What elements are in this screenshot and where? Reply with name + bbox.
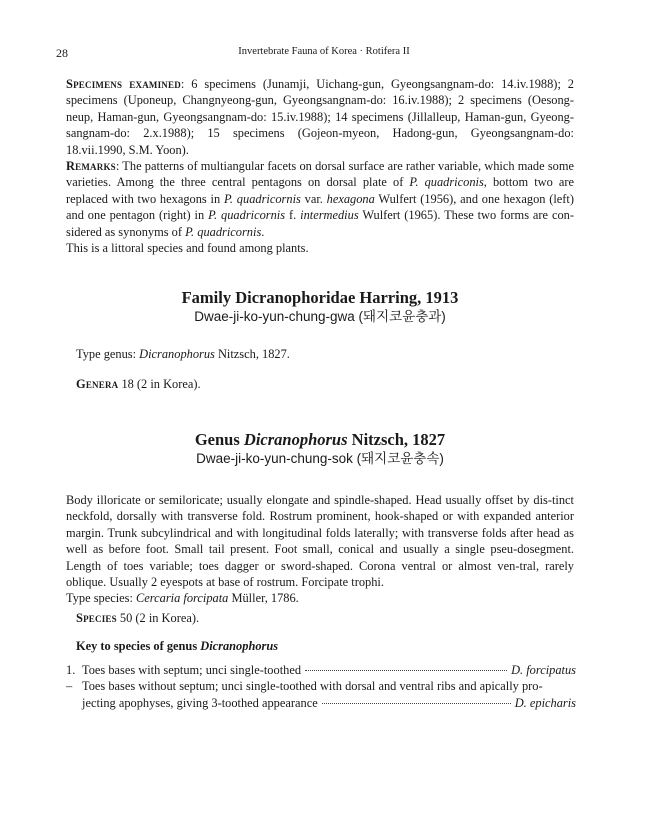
type-species-name: Cercaria forcipata [136,591,229,606]
genus-description [66,492,574,607]
remarks-text: : The patterns of multiangular facets on dorsal surface are rather variable, which made some varieties. Among the three central pentagons on dorsal plate of [66,159,574,190]
running-head-title: Invertebrate Fauna of Korea · Rotifera II [238,46,410,57]
remarks-text: . [261,224,265,239]
key-heading-text: Key to species of genus [76,639,201,653]
family-korean-name: Dwae-ji-ko-yun-chung-gwa (돼지코윤충과) [194,309,446,324]
type-genus-name: Dicranophorus [139,347,215,361]
species-name: P. quadricornis [208,208,286,223]
key-heading-genus: Dicranophorus [200,639,279,653]
type-genus-author: Nitzsch, 1827. [214,347,290,361]
genus-title-author: Nitzsch, 1827 [347,430,446,449]
key-item-text: Toes bases with septum; unci single-toothed [82,663,302,677]
key-couplet-1-alt [66,678,576,694]
type-genus-line [76,346,290,362]
remarks-label: Remarks [66,159,116,173]
genera-count: 18 (2 in Korea). [118,377,201,391]
key-result: D. epicharis [514,695,576,710]
specimens-paragraph [66,76,574,158]
type-species-label: Type species: [66,591,137,606]
specimens-text: : 6 specimens (Junamji, Uichang-gun, Gyeongsangnam-do: 14.iv.1988); 2 specimens (Uponeup, Changnyeong-gun, Gyeongsangnam-do: 16.iv.1988); 2 specimens (Oesong-neup, Haman-gun, Gyeongsangnam-do: 15.iv.1988); 14 specimens (Jillalleup, Haman-gun, Gyeong-sangnam-do: 2.x.1988); 15 specimens (Gojeon-myeon, Hadong-gun, Gyeongsangnam-do: 18.vii.1990, S.M. Yoon). [66,77,574,157]
remarks-paragraph [66,158,574,256]
remarks-text: var. [300,191,327,206]
type-species-author: Müller, 1786. [228,591,299,606]
species-count: 50 (2 in Korea). [116,611,200,625]
identification-key [66,662,576,711]
type-genus-label: Type genus: [76,347,140,361]
family-title: Family Dicranophoridae Harring, 1913 [181,288,459,307]
key-couplet-1-alt-continued [66,695,576,711]
genus-korean-name: Dwae-ji-ko-yun-chung-sok (돼지코윤충속) [196,451,444,466]
habitat-note: This is a littoral species and found among plants. [66,241,309,256]
key-number: – [66,679,73,694]
description-text: Body illoricate or semiloricate; usually elongate and spindle-shaped. Head usually offset by dis-tinct neckfold, dorsally with transverse fold. Rostrum prominent, hook-shaped or with expanded anterior margin. Trunk subcylindrical and with longitudinal folds laterally; with transverse folds after head as well as before foot. Small tail present. Foot small, conical and usually a single pseu-dosegment. Length of toes variable; toes dagger or sword-shaped. Corona ventral or almost ven-tral, rarely oblique. Usually 2 eyespots at base of rostrum. Forcipate trophi. [66,493,574,590]
form-name: intermedius [300,208,359,223]
key-couplet-1 [66,662,576,678]
species-name: P. quadricornis [185,224,262,239]
genus-heading [66,430,574,468]
species-name: P. quadricornis [223,191,301,206]
key-result: D. forcipatus [511,663,576,677]
specimens-label: Specimens examined [66,77,181,91]
species-line [76,610,199,626]
key-item-body [82,678,576,694]
species-label: Species [76,611,117,625]
remarks-text: , bottom two are replaced with two hexagons in [66,175,574,206]
remarks-text: Wulfert (1956), and one hexagon (left) and one pentagon (right) in [66,191,575,223]
type-species-line [66,590,574,606]
genera-label: Genera [76,377,119,391]
species-name: P. quadriconis [409,175,484,190]
key-item-text: Toes bases without septum; unci single-toothed with dorsal and ventral ribs and apically pro- [82,679,543,694]
key-number: 1. [66,663,76,677]
variety-name: hexagona [326,191,375,206]
page-number: 28 [56,46,68,60]
key-heading [76,638,278,654]
remarks-text: f. [285,208,301,223]
genus-title-prefix: Genus [194,430,244,449]
leader-dots [305,670,507,671]
genus-title [66,430,574,450]
key-item-text: jecting apophyses, giving 3-toothed appearance [82,695,318,710]
running-header [56,46,592,62]
genera-line [76,376,201,392]
family-heading [66,288,574,326]
leader-dots [322,703,511,704]
genus-title-name: Dicranophorus [243,430,348,449]
key-item-body [82,662,576,678]
remarks-text: Wulfert (1965). These two forms are con-sidered as synonyms of [66,208,574,239]
